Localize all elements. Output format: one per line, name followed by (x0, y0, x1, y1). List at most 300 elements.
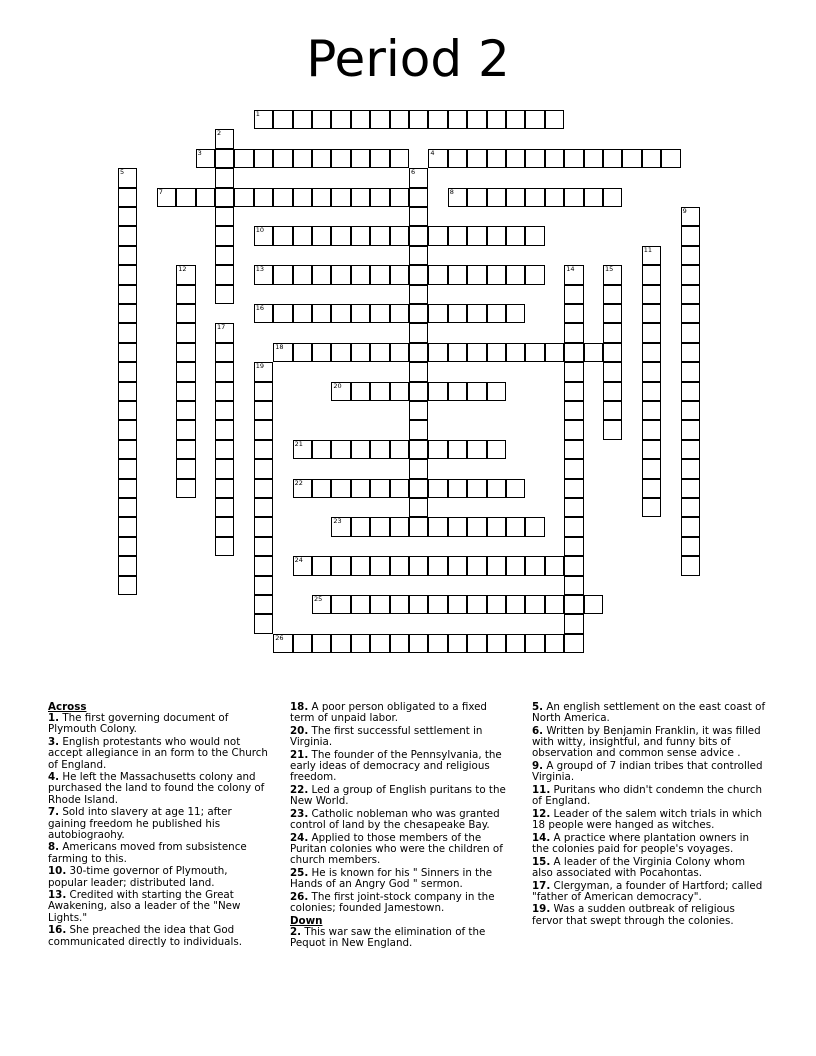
grid-cell[interactable] (487, 226, 506, 245)
grid-cell[interactable] (564, 479, 583, 498)
grid-cell[interactable] (409, 382, 428, 401)
grid-cell[interactable] (487, 634, 506, 653)
grid-cell[interactable] (448, 595, 467, 614)
grid-cell[interactable] (681, 285, 700, 304)
grid-cell[interactable] (215, 420, 234, 439)
grid-cell[interactable] (409, 459, 428, 478)
grid-cell[interactable] (118, 498, 137, 517)
grid-cell[interactable] (118, 537, 137, 556)
grid-cell[interactable] (525, 226, 544, 245)
grid-cell[interactable] (293, 110, 312, 129)
grid-cell[interactable] (254, 401, 273, 420)
grid-cell[interactable] (467, 265, 486, 284)
grid-cell[interactable] (118, 285, 137, 304)
grid-cell[interactable] (293, 304, 312, 323)
grid-cell[interactable] (215, 517, 234, 536)
grid-cell[interactable] (448, 517, 467, 536)
grid-cell[interactable] (564, 285, 583, 304)
grid-cell[interactable] (254, 556, 273, 575)
grid-cell[interactable] (525, 188, 544, 207)
grid-cell[interactable] (428, 479, 447, 498)
grid-cell[interactable] (273, 110, 292, 129)
grid-cell[interactable] (293, 556, 312, 575)
grid-cell[interactable] (603, 265, 622, 284)
grid-cell[interactable] (118, 517, 137, 536)
grid-cell[interactable] (234, 149, 253, 168)
grid-cell[interactable] (273, 149, 292, 168)
grid-cell[interactable] (564, 459, 583, 478)
grid-cell[interactable] (331, 479, 350, 498)
grid-cell[interactable] (254, 265, 273, 284)
grid-cell[interactable] (215, 188, 234, 207)
grid-cell[interactable] (331, 634, 350, 653)
grid-cell[interactable] (370, 304, 389, 323)
grid-cell[interactable] (351, 110, 370, 129)
grid-cell[interactable] (118, 420, 137, 439)
grid-cell[interactable] (603, 323, 622, 342)
grid-cell[interactable] (118, 207, 137, 226)
grid-cell[interactable] (487, 343, 506, 362)
grid-cell[interactable] (681, 226, 700, 245)
grid-cell[interactable] (390, 110, 409, 129)
grid-cell[interactable] (409, 188, 428, 207)
grid-cell[interactable] (409, 246, 428, 265)
grid-cell[interactable] (642, 246, 661, 265)
grid-cell[interactable] (118, 323, 137, 342)
grid-cell[interactable] (118, 343, 137, 362)
grid-cell[interactable] (506, 343, 525, 362)
grid-cell[interactable] (681, 265, 700, 284)
grid-cell[interactable] (293, 265, 312, 284)
grid-cell[interactable] (409, 207, 428, 226)
grid-cell[interactable] (564, 634, 583, 653)
grid-cell[interactable] (564, 517, 583, 536)
grid-cell[interactable] (545, 595, 564, 614)
grid-cell[interactable] (351, 556, 370, 575)
grid-cell[interactable] (215, 226, 234, 245)
grid-cell[interactable] (545, 634, 564, 653)
grid-cell[interactable] (409, 479, 428, 498)
grid-cell[interactable] (293, 634, 312, 653)
grid-cell[interactable] (642, 285, 661, 304)
grid-cell[interactable] (254, 614, 273, 633)
grid-cell[interactable] (564, 440, 583, 459)
grid-cell[interactable] (370, 188, 389, 207)
grid-cell[interactable] (428, 634, 447, 653)
grid-cell[interactable] (254, 440, 273, 459)
grid-cell[interactable] (331, 517, 350, 536)
grid-cell[interactable] (564, 382, 583, 401)
grid-cell[interactable] (642, 323, 661, 342)
grid-cell[interactable] (312, 265, 331, 284)
grid-cell[interactable] (351, 382, 370, 401)
grid-cell[interactable] (487, 188, 506, 207)
grid-cell[interactable] (681, 517, 700, 536)
grid-cell[interactable] (661, 149, 680, 168)
grid-cell[interactable] (176, 440, 195, 459)
grid-cell[interactable] (428, 517, 447, 536)
grid-cell[interactable] (370, 634, 389, 653)
grid-cell[interactable] (409, 634, 428, 653)
grid-cell[interactable] (254, 420, 273, 439)
grid-cell[interactable] (273, 304, 292, 323)
grid-cell[interactable] (331, 149, 350, 168)
grid-cell[interactable] (487, 149, 506, 168)
grid-cell[interactable] (312, 304, 331, 323)
grid-cell[interactable] (370, 265, 389, 284)
grid-cell[interactable] (118, 382, 137, 401)
grid-cell[interactable] (642, 420, 661, 439)
grid-cell[interactable] (273, 634, 292, 653)
grid-cell[interactable] (409, 401, 428, 420)
grid-cell[interactable] (681, 401, 700, 420)
grid-cell[interactable] (351, 479, 370, 498)
grid-cell[interactable] (215, 246, 234, 265)
grid-cell[interactable] (681, 498, 700, 517)
grid-cell[interactable] (312, 149, 331, 168)
grid-cell[interactable] (254, 479, 273, 498)
grid-cell[interactable] (545, 188, 564, 207)
grid-cell[interactable] (467, 595, 486, 614)
grid-cell[interactable] (351, 304, 370, 323)
grid-cell[interactable] (564, 576, 583, 595)
grid-cell[interactable] (467, 226, 486, 245)
grid-cell[interactable] (428, 595, 447, 614)
grid-cell[interactable] (409, 517, 428, 536)
grid-cell[interactable] (351, 188, 370, 207)
grid-cell[interactable] (681, 343, 700, 362)
grid-cell[interactable] (506, 110, 525, 129)
grid-cell[interactable] (564, 149, 583, 168)
grid-cell[interactable] (390, 517, 409, 536)
grid-cell[interactable] (176, 304, 195, 323)
grid-cell[interactable] (642, 265, 661, 284)
grid-cell[interactable] (448, 188, 467, 207)
grid-cell[interactable] (642, 498, 661, 517)
grid-cell[interactable] (428, 440, 447, 459)
grid-cell[interactable] (487, 595, 506, 614)
grid-cell[interactable] (312, 595, 331, 614)
grid-cell[interactable] (409, 285, 428, 304)
grid-cell[interactable] (564, 343, 583, 362)
grid-cell[interactable] (603, 401, 622, 420)
grid-cell[interactable] (331, 440, 350, 459)
grid-cell[interactable] (506, 556, 525, 575)
grid-cell[interactable] (428, 110, 447, 129)
grid-cell[interactable] (351, 149, 370, 168)
grid-cell[interactable] (506, 149, 525, 168)
grid-cell[interactable] (273, 265, 292, 284)
grid-cell[interactable] (545, 556, 564, 575)
grid-cell[interactable] (273, 226, 292, 245)
grid-cell[interactable] (215, 459, 234, 478)
grid-cell[interactable] (370, 517, 389, 536)
grid-cell[interactable] (215, 382, 234, 401)
grid-cell[interactable] (254, 362, 273, 381)
grid-cell[interactable] (603, 362, 622, 381)
grid-cell[interactable] (525, 556, 544, 575)
grid-cell[interactable] (525, 149, 544, 168)
grid-cell[interactable] (176, 401, 195, 420)
grid-cell[interactable] (331, 304, 350, 323)
grid-cell[interactable] (215, 479, 234, 498)
grid-cell[interactable] (467, 517, 486, 536)
grid-cell[interactable] (254, 595, 273, 614)
grid-cell[interactable] (176, 285, 195, 304)
grid-cell[interactable] (545, 110, 564, 129)
grid-cell[interactable] (312, 226, 331, 245)
grid-cell[interactable] (564, 595, 583, 614)
grid-cell[interactable] (215, 168, 234, 187)
grid-cell[interactable] (118, 556, 137, 575)
grid-cell[interactable] (390, 226, 409, 245)
grid-cell[interactable] (642, 304, 661, 323)
grid-cell[interactable] (603, 420, 622, 439)
grid-cell[interactable] (351, 517, 370, 536)
grid-cell[interactable] (196, 149, 215, 168)
grid-cell[interactable] (467, 382, 486, 401)
grid-cell[interactable] (642, 382, 661, 401)
grid-cell[interactable] (390, 479, 409, 498)
grid-cell[interactable] (448, 382, 467, 401)
grid-cell[interactable] (525, 110, 544, 129)
grid-cell[interactable] (176, 479, 195, 498)
grid-cell[interactable] (584, 595, 603, 614)
grid-cell[interactable] (584, 343, 603, 362)
grid-cell[interactable] (312, 556, 331, 575)
grid-cell[interactable] (215, 401, 234, 420)
grid-cell[interactable] (293, 188, 312, 207)
grid-cell[interactable] (409, 440, 428, 459)
grid-cell[interactable] (448, 110, 467, 129)
grid-cell[interactable] (312, 440, 331, 459)
grid-cell[interactable] (254, 226, 273, 245)
grid-cell[interactable] (642, 149, 661, 168)
grid-cell[interactable] (390, 440, 409, 459)
grid-cell[interactable] (196, 188, 215, 207)
grid-cell[interactable] (390, 595, 409, 614)
grid-cell[interactable] (603, 149, 622, 168)
grid-cell[interactable] (176, 459, 195, 478)
grid-cell[interactable] (370, 556, 389, 575)
grid-cell[interactable] (215, 207, 234, 226)
grid-cell[interactable] (293, 479, 312, 498)
grid-cell[interactable] (506, 226, 525, 245)
grid-cell[interactable] (506, 188, 525, 207)
grid-cell[interactable] (215, 129, 234, 148)
grid-cell[interactable] (428, 149, 447, 168)
grid-cell[interactable] (642, 479, 661, 498)
grid-cell[interactable] (681, 479, 700, 498)
grid-cell[interactable] (584, 149, 603, 168)
grid-cell[interactable] (331, 343, 350, 362)
grid-cell[interactable] (118, 401, 137, 420)
grid-cell[interactable] (254, 188, 273, 207)
grid-cell[interactable] (351, 265, 370, 284)
grid-cell[interactable] (525, 265, 544, 284)
grid-cell[interactable] (409, 110, 428, 129)
grid-cell[interactable] (118, 168, 137, 187)
grid-cell[interactable] (254, 149, 273, 168)
grid-cell[interactable] (409, 304, 428, 323)
grid-cell[interactable] (176, 188, 195, 207)
grid-cell[interactable] (215, 149, 234, 168)
grid-cell[interactable] (467, 556, 486, 575)
grid-cell[interactable] (642, 401, 661, 420)
grid-cell[interactable] (448, 343, 467, 362)
grid-cell[interactable] (409, 420, 428, 439)
grid-cell[interactable] (681, 304, 700, 323)
grid-cell[interactable] (467, 149, 486, 168)
grid-cell[interactable] (118, 440, 137, 459)
grid-cell[interactable] (681, 420, 700, 439)
grid-cell[interactable] (467, 634, 486, 653)
grid-cell[interactable] (118, 304, 137, 323)
grid-cell[interactable] (564, 556, 583, 575)
grid-cell[interactable] (448, 479, 467, 498)
grid-cell[interactable] (564, 265, 583, 284)
grid-cell[interactable] (118, 479, 137, 498)
grid-cell[interactable] (467, 304, 486, 323)
grid-cell[interactable] (603, 304, 622, 323)
grid-cell[interactable] (118, 246, 137, 265)
grid-cell[interactable] (312, 479, 331, 498)
grid-cell[interactable] (525, 634, 544, 653)
grid-cell[interactable] (331, 265, 350, 284)
grid-cell[interactable] (564, 420, 583, 439)
grid-cell[interactable] (312, 343, 331, 362)
grid-cell[interactable] (273, 188, 292, 207)
grid-cell[interactable] (331, 382, 350, 401)
grid-cell[interactable] (467, 479, 486, 498)
grid-cell[interactable] (118, 188, 137, 207)
grid-cell[interactable] (331, 556, 350, 575)
grid-cell[interactable] (448, 634, 467, 653)
grid-cell[interactable] (448, 149, 467, 168)
grid-cell[interactable] (215, 323, 234, 342)
grid-cell[interactable] (506, 304, 525, 323)
grid-cell[interactable] (351, 440, 370, 459)
grid-cell[interactable] (254, 110, 273, 129)
grid-cell[interactable] (254, 576, 273, 595)
grid-cell[interactable] (409, 226, 428, 245)
grid-cell[interactable] (564, 304, 583, 323)
grid-cell[interactable] (351, 634, 370, 653)
grid-cell[interactable] (409, 595, 428, 614)
grid-cell[interactable] (176, 323, 195, 342)
grid-cell[interactable] (428, 556, 447, 575)
grid-cell[interactable] (525, 517, 544, 536)
grid-cell[interactable] (390, 265, 409, 284)
grid-cell[interactable] (118, 226, 137, 245)
grid-cell[interactable] (487, 304, 506, 323)
grid-cell[interactable] (564, 323, 583, 342)
grid-cell[interactable] (448, 440, 467, 459)
grid-cell[interactable] (525, 595, 544, 614)
grid-cell[interactable] (603, 188, 622, 207)
grid-cell[interactable] (254, 459, 273, 478)
grid-cell[interactable] (409, 498, 428, 517)
grid-cell[interactable] (448, 265, 467, 284)
grid-cell[interactable] (681, 459, 700, 478)
grid-cell[interactable] (681, 362, 700, 381)
grid-cell[interactable] (351, 226, 370, 245)
grid-cell[interactable] (118, 265, 137, 284)
grid-cell[interactable] (642, 440, 661, 459)
grid-cell[interactable] (118, 576, 137, 595)
grid-cell[interactable] (467, 440, 486, 459)
grid-cell[interactable] (487, 479, 506, 498)
grid-cell[interactable] (506, 479, 525, 498)
grid-cell[interactable] (409, 265, 428, 284)
grid-cell[interactable] (564, 401, 583, 420)
grid-cell[interactable] (545, 343, 564, 362)
grid-cell[interactable] (642, 459, 661, 478)
grid-cell[interactable] (390, 304, 409, 323)
grid-cell[interactable] (390, 343, 409, 362)
grid-cell[interactable] (681, 246, 700, 265)
grid-cell[interactable] (176, 362, 195, 381)
grid-cell[interactable] (370, 382, 389, 401)
grid-cell[interactable] (118, 459, 137, 478)
grid-cell[interactable] (467, 188, 486, 207)
grid-cell[interactable] (157, 188, 176, 207)
grid-cell[interactable] (118, 362, 137, 381)
grid-cell[interactable] (409, 362, 428, 381)
grid-cell[interactable] (409, 323, 428, 342)
grid-cell[interactable] (681, 323, 700, 342)
grid-cell[interactable] (370, 440, 389, 459)
grid-cell[interactable] (448, 226, 467, 245)
grid-cell[interactable] (681, 440, 700, 459)
grid-cell[interactable] (487, 517, 506, 536)
grid-cell[interactable] (215, 440, 234, 459)
grid-cell[interactable] (176, 343, 195, 362)
grid-cell[interactable] (176, 265, 195, 284)
grid-cell[interactable] (273, 343, 292, 362)
grid-cell[interactable] (564, 614, 583, 633)
grid-cell[interactable] (428, 304, 447, 323)
grid-cell[interactable] (370, 595, 389, 614)
grid-cell[interactable] (370, 110, 389, 129)
grid-cell[interactable] (370, 343, 389, 362)
grid-cell[interactable] (603, 285, 622, 304)
grid-cell[interactable] (254, 382, 273, 401)
grid-cell[interactable] (215, 537, 234, 556)
grid-cell[interactable] (254, 537, 273, 556)
grid-cell[interactable] (487, 265, 506, 284)
grid-cell[interactable] (642, 343, 661, 362)
grid-cell[interactable] (234, 188, 253, 207)
grid-cell[interactable] (487, 382, 506, 401)
grid-cell[interactable] (370, 149, 389, 168)
grid-cell[interactable] (215, 362, 234, 381)
grid-cell[interactable] (603, 343, 622, 362)
grid-cell[interactable] (564, 498, 583, 517)
grid-cell[interactable] (467, 110, 486, 129)
grid-cell[interactable] (409, 343, 428, 362)
grid-cell[interactable] (448, 556, 467, 575)
grid-cell[interactable] (370, 479, 389, 498)
grid-cell[interactable] (642, 362, 661, 381)
grid-cell[interactable] (215, 265, 234, 284)
grid-cell[interactable] (312, 634, 331, 653)
grid-cell[interactable] (390, 382, 409, 401)
grid-cell[interactable] (331, 188, 350, 207)
grid-cell[interactable] (487, 556, 506, 575)
grid-cell[interactable] (487, 110, 506, 129)
grid-cell[interactable] (215, 498, 234, 517)
